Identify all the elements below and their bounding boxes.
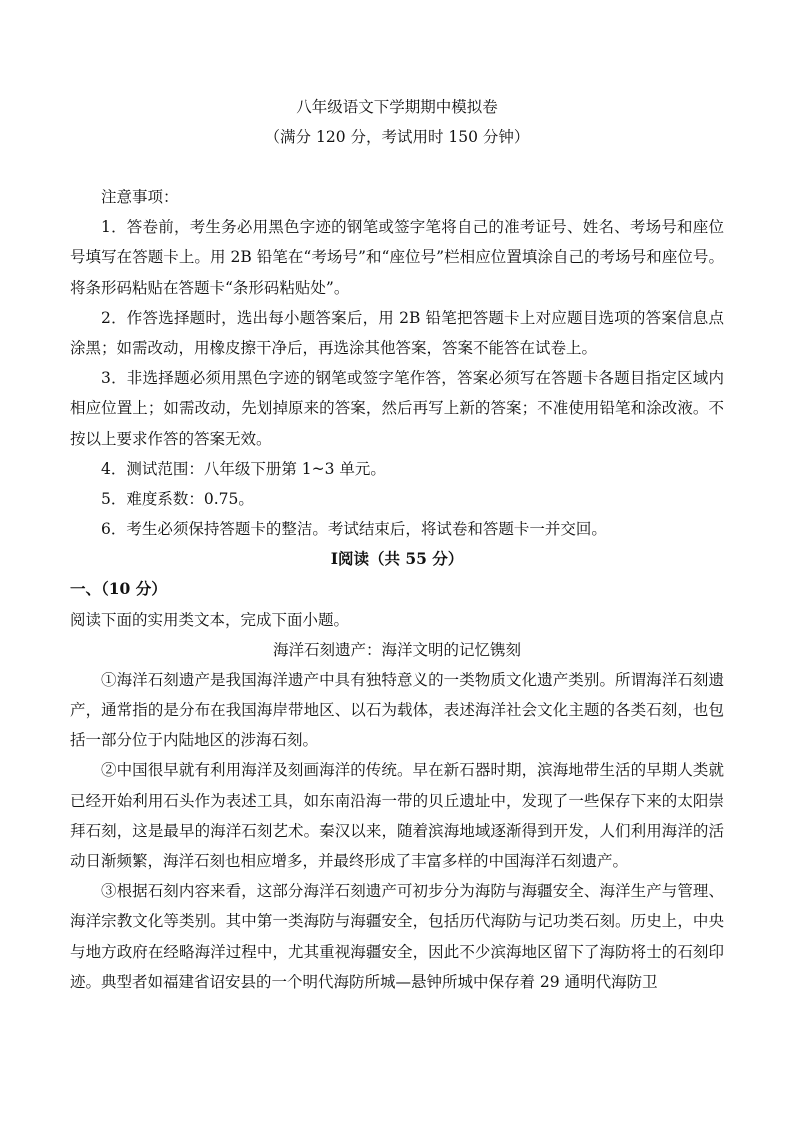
notice-item-3: 3．非选择题必须用黑色字迹的钢笔或签字笔作答，答案必须写在答题卡各题目指定区域内相应位置上；如需改动，先划掉原来的答案，然后再写上新的答案；不准使用铅笔和涂改液。不按以上要求作答的答案无效。 [70,369,724,448]
section-heading: Ⅰ阅读（共 55 分） [330,549,464,569]
passage-paragraph-1: ①海洋石刻遗产是我国海洋遗产中具有独特意义的一类物质文化遗产类别。所谓海洋石刻遗产，通常指的是分布在我国海岸带地区、以石为载体，表述海洋社会文化主题的各类石刻，也包括一部分位于内陆地区的涉海石刻。 [70,670,724,750]
exam-page [70,92,724,997]
exam-title: 八年级语文下学期期中模拟卷 [296,98,498,116]
notice-heading: 注意事项： [101,188,179,206]
part-label: 一、（10 分） [70,579,167,599]
passage-paragraph-3: ③根据石刻内容来看，这部分海洋石刻遗产可初步分为海防与海疆安全、海洋生产与管理、海洋宗教文化等类别。其中第一类海防与海疆安全，包括历代海防与记功类石刻。历史上，中央与地方政府在经略海洋过程中，尤其重视海疆安全，因此不少滨海地区留下了海防将士的石刻印迹。典型者如福建省诏安县的一个明代海防所城—悬钟所城中保存着 29 通明代海防卫 [70,882,724,991]
part-instruction: 阅读下面的实用类文本，完成下面小题。 [70,610,350,629]
passage-paragraph-2: ②中国很早就有利用海洋及刻画海洋的传统。早在新石器时期，滨海地带生活的早期人类就已经开始利用石头作为表述工具，如东南沿海一带的贝丘遗址中，发现了一些保存下来的太阳崇拜石刻，这是最早的海洋石刻艺术。秦汉以来，随着滨海地域逐渐得到开发，人们利用海洋的活动日渐频繁，海洋石刻也相应增多，并最终形成了丰富多样的中国海洋石刻遗产。 [70,761,724,871]
exam-subtitle: （满分 120 分，考试用时 150 分钟） [264,128,530,146]
passage-title: 海洋石刻遗产：海洋文明的记忆镌刻 [272,640,521,659]
notice-item-5: 5．难度系数：0.75。 [101,490,254,509]
notice-item-1: 1．答卷前，考生务必用黑色字迹的钢笔或签字笔将自己的准考证号、姓名、考场号和座位号填写在答题卡上。用 2B 铅笔在“考场号”和“座位号”栏相应位置填涂自己的考场号和座位号。将条形码粘贴在答题卡“条形码粘贴处”。 [70,218,724,297]
notice-item-4: 4．测试范围：八年级下册第 1~3 单元。 [101,459,386,478]
notice-item-6: 6．考生必须保持答题卡的整洁。考试结束后，将试卷和答题卡一并交回。 [101,520,607,539]
notice-item-2: 2．作答选择题时，选出每小题答案后，用 2B 铅笔把答题卡上对应题目选项的答案信息点涂黑；如需改动，用橡皮擦干净后，再选涂其他答案，答案不能答在试卷上。 [70,308,724,358]
